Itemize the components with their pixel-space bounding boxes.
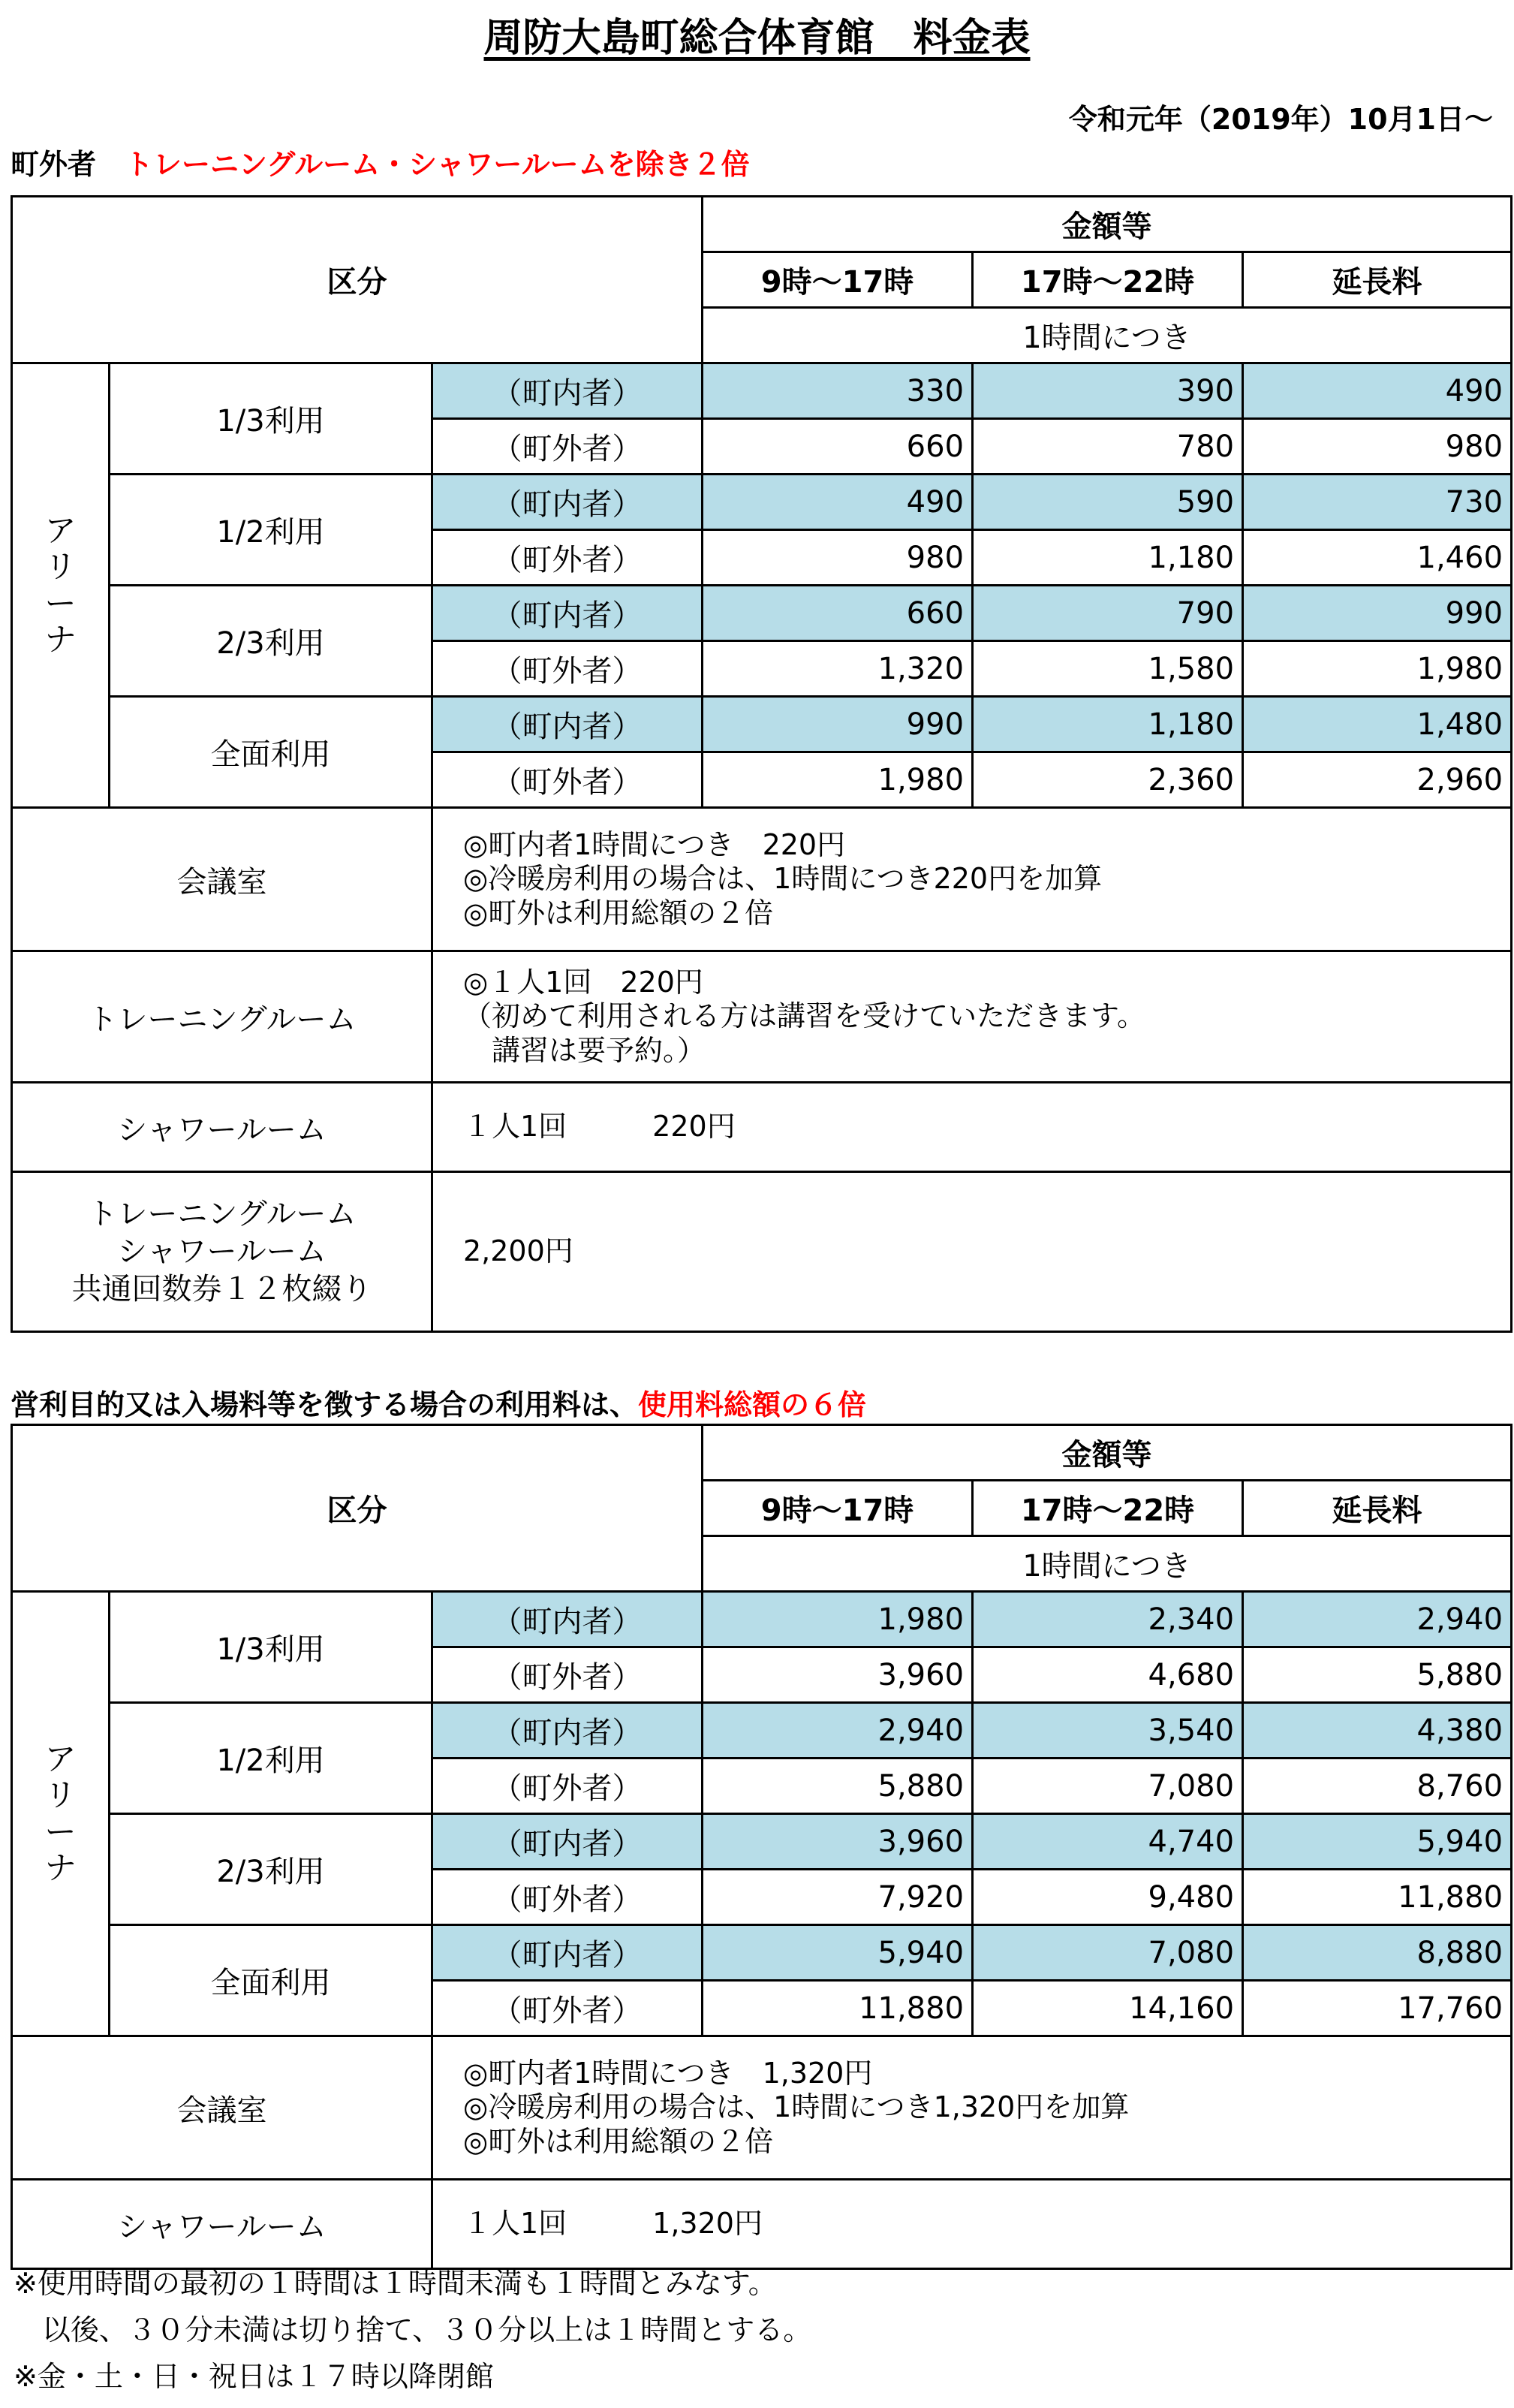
header-kingaku: 金額等 <box>703 1425 1512 1481</box>
resident-label: （町内者） <box>432 1703 703 1759</box>
fee-value: 3,960 <box>703 1647 973 1703</box>
header-kubun: 区分 <box>12 1425 703 1592</box>
nonresident-label: （町外者） <box>432 1870 703 1925</box>
fee-value: 390 <box>973 363 1243 419</box>
resident-label: （町内者） <box>432 697 703 752</box>
meeting-room-label: 会議室 <box>12 808 432 951</box>
footer-notes <box>14 2260 811 2400</box>
meeting-room-note <box>432 808 1512 951</box>
fee-value: 1,180 <box>973 697 1243 752</box>
nonresident-label: （町外者） <box>432 1981 703 2036</box>
fee-value: 790 <box>973 586 1243 641</box>
fee-value: 14,160 <box>973 1981 1243 2036</box>
fee-value: 8,760 <box>1243 1759 1512 1814</box>
fee-value: 1,980 <box>1243 641 1512 697</box>
table-row <box>12 1703 1512 1759</box>
arena-char: リ <box>44 548 77 586</box>
note-line: 講習は要予約。） <box>463 1033 706 1067</box>
header-col1: 9時～17時 <box>703 252 973 308</box>
fee-value: 5,940 <box>703 1925 973 1981</box>
table-row <box>12 697 1512 752</box>
shower-room-label: シャワールーム <box>12 2180 432 2269</box>
fee-value: 1,980 <box>703 1592 973 1647</box>
header-col2: 17時～22時 <box>973 1481 1243 1536</box>
fee-value: 660 <box>703 419 973 475</box>
arena-char: ナ <box>44 620 77 658</box>
resident-label: （町内者） <box>432 1925 703 1981</box>
meeting-room-note <box>432 2036 1512 2180</box>
fee-value: 4,680 <box>973 1647 1243 1703</box>
table-row <box>12 1814 1512 1870</box>
effective-date: 令和元年（2019年）10月1日～ <box>1068 103 1493 136</box>
ticket-price: 2,200円 <box>432 1172 1512 1332</box>
header-kingaku: 金額等 <box>703 197 1512 252</box>
footer-note: ※使用時間の最初の１時間は１時間未満も１時間とみなす。 <box>14 2267 777 2300</box>
resident-label: （町内者） <box>432 475 703 530</box>
nonresident-label: （町外者） <box>432 1759 703 1814</box>
fee-value: 780 <box>973 419 1243 475</box>
arena-char: ナ <box>44 1849 77 1886</box>
fee-value: 990 <box>703 697 973 752</box>
fee-value: 1,180 <box>973 530 1243 586</box>
fee-value: 1,320 <box>703 641 973 697</box>
section2-heading <box>11 1382 866 1423</box>
fee-value: 2,360 <box>973 752 1243 808</box>
arena-char: リ <box>44 1777 77 1814</box>
section1-label: 町外者 <box>11 148 97 181</box>
usage-type: 2/3利用 <box>110 1814 432 1925</box>
fee-value: 980 <box>703 530 973 586</box>
note-line: ◎町外は利用総額の２倍 <box>463 2124 774 2158</box>
arena-char: ー <box>44 584 77 622</box>
fee-value: 590 <box>973 475 1243 530</box>
header-col3: 延長料 <box>1243 1481 1512 1536</box>
usage-type: 全面利用 <box>110 697 432 808</box>
fee-value: 660 <box>703 586 973 641</box>
arena-label <box>12 1592 110 2036</box>
section1-red-note: トレーニングルーム・シャワールームを除き２倍 <box>125 148 750 181</box>
usage-type: 1/3利用 <box>110 1592 432 1703</box>
ticket-label <box>12 1172 432 1332</box>
usage-type: 全面利用 <box>110 1925 432 2036</box>
arena-char: ア <box>44 511 77 549</box>
fee-value: 3,960 <box>703 1814 973 1870</box>
page-title: 周防大島町総合体育館 料金表 <box>483 16 1031 61</box>
fee-value: 11,880 <box>1243 1870 1512 1925</box>
usage-type: 1/3利用 <box>110 363 432 475</box>
arena-label <box>12 363 110 808</box>
fee-value: 490 <box>1243 363 1512 419</box>
note-line: ◎町外は利用総額の２倍 <box>463 896 774 930</box>
fee-value: 11,880 <box>703 1981 973 2036</box>
nonresident-label: （町外者） <box>432 1647 703 1703</box>
fee-value: 1,580 <box>973 641 1243 697</box>
fee-value: 4,740 <box>973 1814 1243 1870</box>
resident-label: （町内者） <box>432 586 703 641</box>
fee-value: 7,920 <box>703 1870 973 1925</box>
resident-label: （町内者） <box>432 363 703 419</box>
fee-value: 2,340 <box>973 1592 1243 1647</box>
fee-value: 5,880 <box>703 1759 973 1814</box>
fee-value: 730 <box>1243 475 1512 530</box>
fee-value: 2,960 <box>1243 752 1512 808</box>
note-line: ◎冷暖房利用の場合は、1時間につき1,320円を加算 <box>463 2090 1130 2124</box>
fee-value: 990 <box>1243 586 1512 641</box>
fee-value: 7,080 <box>973 1925 1243 1981</box>
resident-label: （町内者） <box>432 1592 703 1647</box>
footer-note: 以後、３０分未満は切り捨て、３０分以上は１時間とする。 <box>14 2313 812 2346</box>
ticket-line: シャワールーム <box>117 1234 327 1269</box>
header-unit: 1時間につき <box>703 1536 1512 1592</box>
section1-heading <box>11 141 750 182</box>
shower-room-label: シャワールーム <box>12 1083 432 1172</box>
table-row <box>12 475 1512 530</box>
fee-value: 980 <box>1243 419 1512 475</box>
fee-value: 1,480 <box>1243 697 1512 752</box>
section2-red-note: 使用料総額の６倍 <box>638 1388 867 1421</box>
meeting-room-label: 会議室 <box>12 2036 432 2180</box>
training-room-label: トレーニングルーム <box>12 951 432 1083</box>
usage-type: 1/2利用 <box>110 475 432 586</box>
usage-type: 2/3利用 <box>110 586 432 697</box>
note-line: ◎町内者1時間につき 1,320円 <box>463 2056 873 2090</box>
fee-value: 1,460 <box>1243 530 1512 586</box>
fee-value: 4,380 <box>1243 1703 1512 1759</box>
ticket-line: 共通回数券１２枚綴り <box>71 1272 372 1306</box>
training-room-note <box>432 951 1512 1083</box>
arena-char: ア <box>44 1740 77 1777</box>
fee-value: 17,760 <box>1243 1981 1512 2036</box>
fee-value: 2,940 <box>703 1703 973 1759</box>
note-line: ◎町内者1時間につき 220円 <box>463 827 846 861</box>
note-line: （初めて利用される方は講習を受けていただきます。 <box>463 999 1145 1033</box>
table-row <box>12 1592 1512 1647</box>
ticket-line: トレーニングルーム <box>87 1197 357 1231</box>
nonresident-label: （町外者） <box>432 530 703 586</box>
fee-table-2 <box>11 1424 1512 2270</box>
resident-label: （町内者） <box>432 1814 703 1870</box>
table-row <box>12 1925 1512 1981</box>
note-line: ◎冷暖房利用の場合は、1時間につき220円を加算 <box>463 862 1103 896</box>
fee-value: 1,980 <box>703 752 973 808</box>
nonresident-label: （町外者） <box>432 641 703 697</box>
header-col1: 9時～17時 <box>703 1481 973 1536</box>
note-line: ◎１人1回 220円 <box>463 965 703 999</box>
fee-value: 330 <box>703 363 973 419</box>
arena-char: ー <box>44 1813 77 1850</box>
fee-value: 5,880 <box>1243 1647 1512 1703</box>
fee-value: 8,880 <box>1243 1925 1512 1981</box>
shower-room-note: １人1回 220円 <box>432 1083 1512 1172</box>
table-row <box>12 363 1512 419</box>
section2-label: 営利目的又は入場料等を徴する場合の利用料は、 <box>11 1388 639 1421</box>
fee-value: 2,940 <box>1243 1592 1512 1647</box>
fee-value: 7,080 <box>973 1759 1243 1814</box>
nonresident-label: （町外者） <box>432 419 703 475</box>
fee-value: 3,540 <box>973 1703 1243 1759</box>
fee-value: 9,480 <box>973 1870 1243 1925</box>
header-unit: 1時間につき <box>703 308 1512 363</box>
shower-room-note: １人1回 1,320円 <box>432 2180 1512 2269</box>
fee-value: 490 <box>703 475 973 530</box>
header-col3: 延長料 <box>1243 252 1512 308</box>
nonresident-label: （町外者） <box>432 752 703 808</box>
fee-value: 5,940 <box>1243 1814 1512 1870</box>
footer-note: ※金・土・日・祝日は１７時以降閉館 <box>14 2360 494 2393</box>
header-col2: 17時～22時 <box>973 252 1243 308</box>
fee-table-1 <box>11 195 1512 1333</box>
usage-type: 1/2利用 <box>110 1703 432 1814</box>
table-row <box>12 586 1512 641</box>
header-kubun: 区分 <box>12 197 703 363</box>
